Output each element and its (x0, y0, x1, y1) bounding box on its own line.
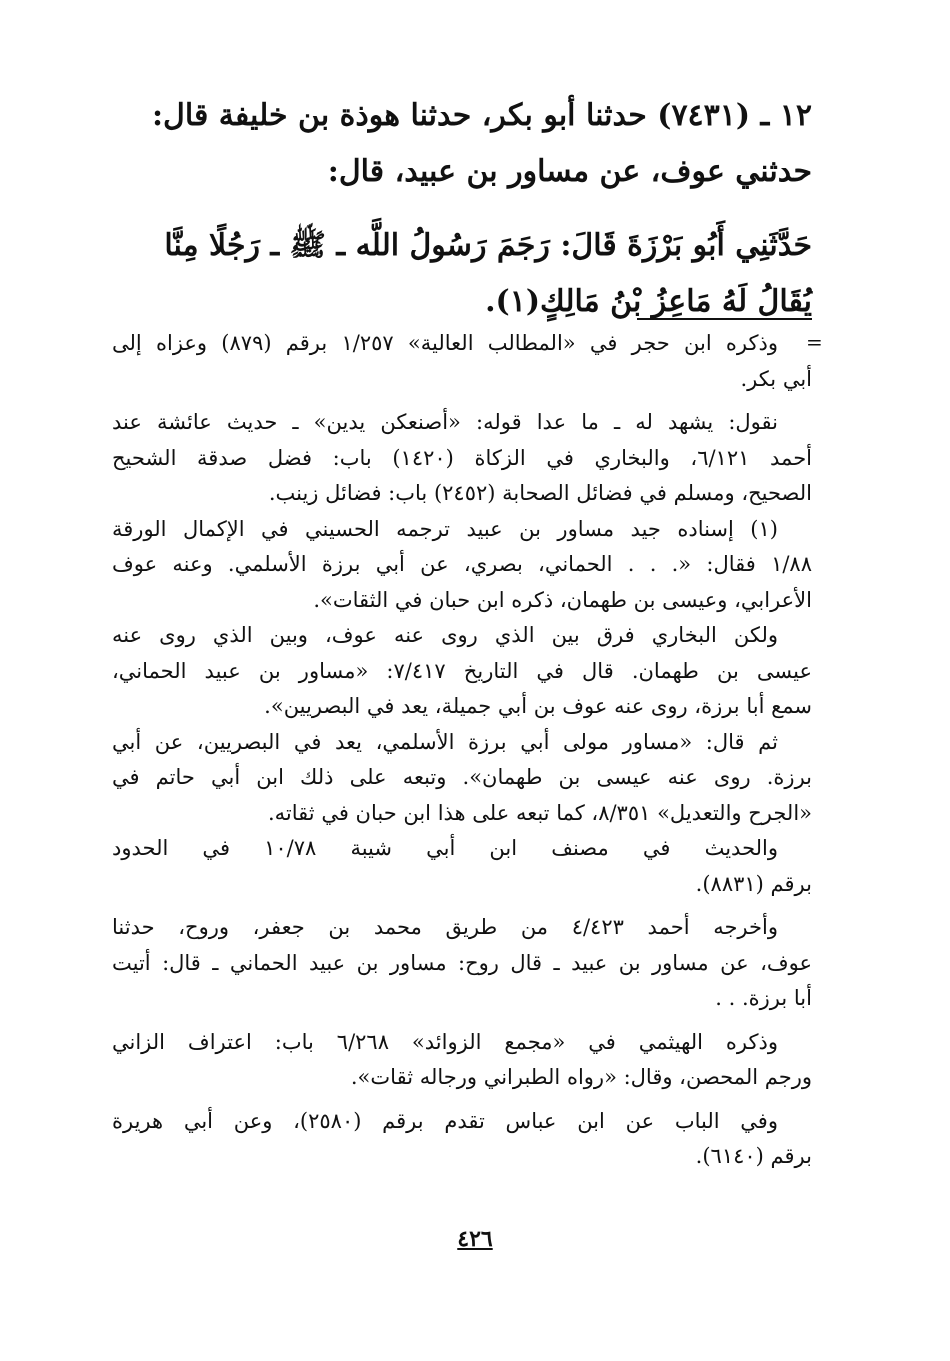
footnote-line: أبا برزة. . . (715, 986, 812, 1010)
footnotes (112, 326, 812, 1175)
footnote-line: أبي بكر. (740, 366, 812, 391)
footnote-line: الأعرابي، وعيسى بن طهمان، ذكره ابن حبان في الثقات». (313, 587, 812, 612)
page-number: ٤٢٦ (457, 1226, 493, 1252)
footnote-line: برقم (٨٨٣١). (695, 871, 812, 896)
footnote-paragraph-4 (112, 618, 812, 725)
hadith-isnad-line-2: حدثني عوف، عن مساور بن عبيد، قال: (327, 154, 812, 189)
matn-line-1: حَدَّثَنِي أَبُو بَرْزَةَ قَالَ: رَجَمَ رَسُولُ اللَّه ـ ﷺ ـ رَجُلًا مِنَّا (164, 228, 812, 263)
footnote-separator (637, 318, 812, 320)
footnote-paragraph-9 (112, 1104, 812, 1175)
footnote-paragraph-6 (112, 831, 812, 902)
footnote-line: «الجرح والتعديل» ٨/٣٥١، كما تبعه على هذا ابن حبان في ثقاته. (268, 800, 812, 825)
footnote-line: وأخرجه أحمد ٤/٤٢٣ من طريق محمد بن جعفر، وروح، حدثنا (112, 915, 778, 939)
footnote-line: وفي الباب عن ابن عباس تقدم برقم (٢٥٨٠)، وعن أبي هريرة (112, 1108, 778, 1133)
hadith-block (112, 88, 812, 330)
hadith-matn (112, 218, 812, 330)
footnote-paragraph-2 (112, 405, 812, 512)
footnote-paragraph-8 (112, 1025, 812, 1096)
footnote-line: عيسى بن طهمان. قال في التاريخ ٧/٤١٧: «مساور بن عبيد الحماني، (112, 658, 812, 683)
footnote-line: ثم قال: «مساور مولى أبي برزة الأسلمي، يعد في البصريين، عن أبي (112, 729, 778, 754)
footnote-line: برقم (٦١٤٠). (695, 1144, 812, 1168)
footnote-line: وذكره الهيثمي في «مجمع الزوائد» ٦/٢٦٨ باب: اعتراف الزاني (112, 1029, 778, 1054)
hadith-isnad-line-1: ١٢ ـ (٧٤٣١) حدثنا أبو بكر، حدثنا هوذة بن خليفة قال: (151, 98, 812, 133)
matn-line-2: يُقَالُ لَهُ مَاعِزُ بْنُ مَالِكٍ(١). (485, 284, 812, 319)
footnote-line: (١) إسناده جيد مساور بن عبيد ترجمه الحسيني في الإكمال الورقة (112, 516, 778, 541)
footnote-line: ورجم المحصن، وقال: «رواه الطبراني ورجاله ثقات». (350, 1065, 812, 1089)
footnote-line: ولكن البخاري فرق بين الذي روى عنه عوف، وبين الذي روى عنه (112, 623, 778, 647)
footnote-line: الصحيح، ومسلم في فضائل الصحابة (٢٤٥٢) باب: فضائل زينب. (268, 481, 812, 505)
footnote-line: وذكره ابن حجر في «المطالب العالية» ١/٢٥٧ برقم (٨٧٩) وعزاه إلى (112, 331, 779, 355)
footnote-paragraph-1 (112, 326, 812, 397)
footnote-line: والحديث في مصنف ابن أبي شيبة ١٠/٧٨ في الحدود (112, 836, 778, 860)
footnote-paragraph-7 (112, 910, 812, 1017)
footnote-paragraph-3 (112, 512, 812, 619)
footnote-line: سمع أبا برزة، روى عنه عوف بن أبي جميلة، يعد في البصريين». (264, 694, 812, 718)
continuation-mark: = (806, 330, 823, 354)
footnote-line: برزة. روى عنه عيسى بن طهمان». وتبعه على ذلك ابن أبي حاتم في (112, 765, 812, 789)
footnote-line: أحمد ٦/١٢١، والبخاري في الزكاة (١٤٢٠) باب: فضل صدقة الشحيح (112, 445, 813, 470)
footnote-line: نقول: يشهد له ـ ما عدا قوله: «أصنعكن يدين» ـ حديث عائشة عند (112, 410, 778, 434)
footnote-line: ١/٨٨ فقال: «. . . الحماني، بصري، عن أبي برزة الأسلمي. وعنه عوف (112, 552, 812, 576)
footnote-paragraph-5 (112, 725, 812, 832)
footnote-line: عوف، عن مساور بن عبيد ـ قال روح: مساور بن عبيد الحماني ـ قال: أتيت (112, 950, 812, 975)
